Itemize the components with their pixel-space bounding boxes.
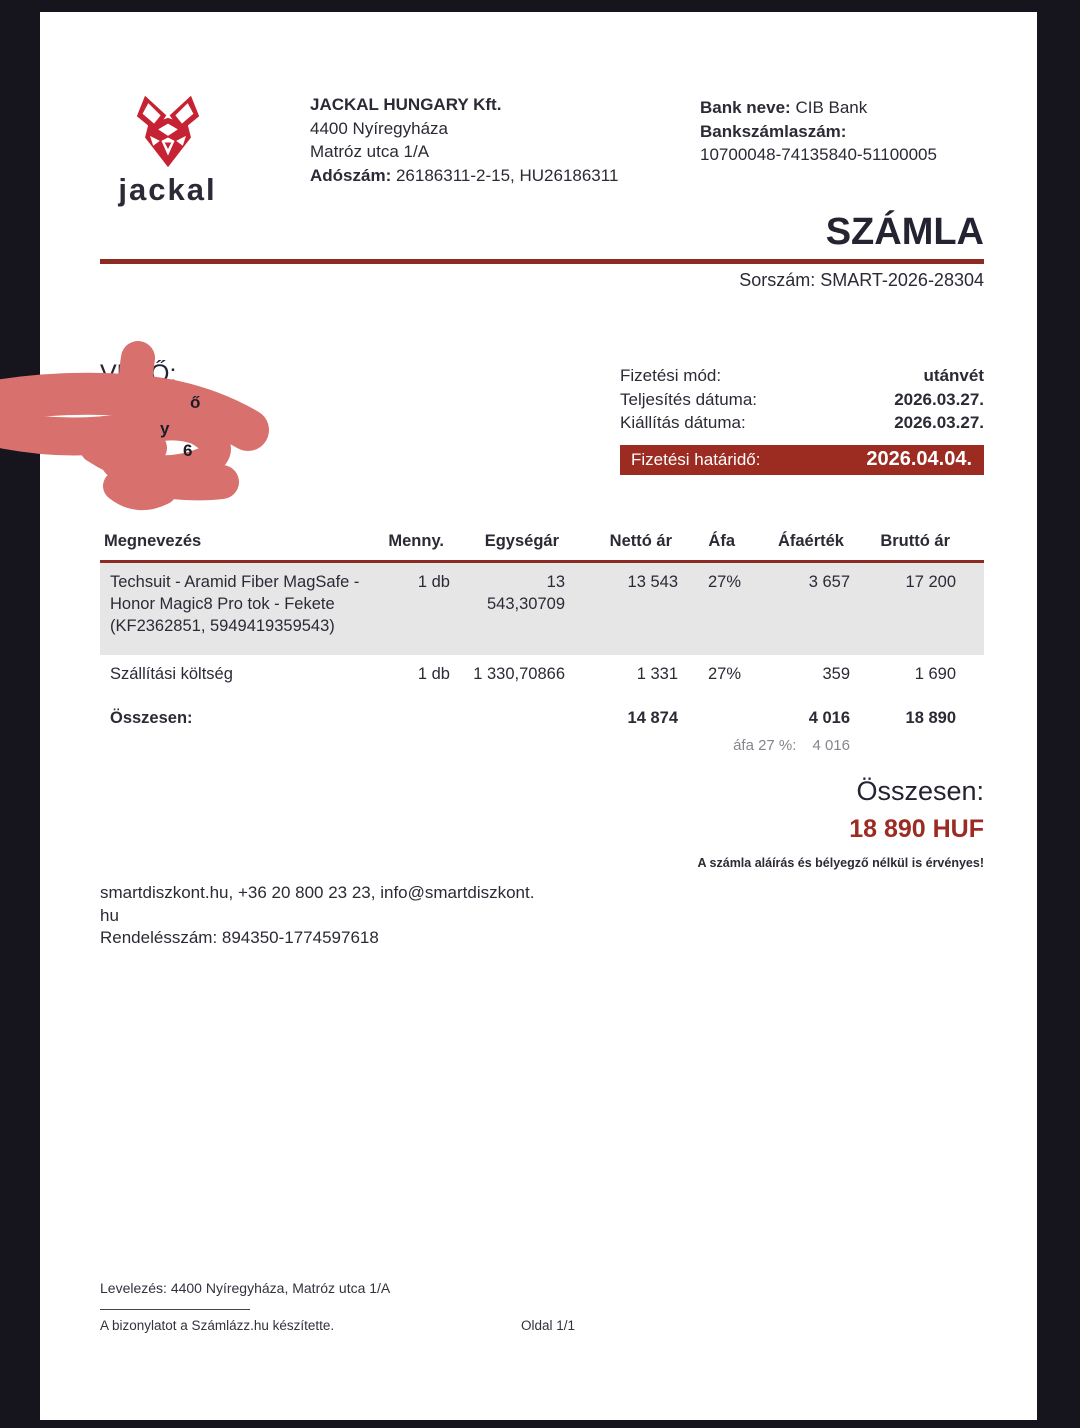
bank-account-number: 10700048-74135840-51100005 bbox=[700, 145, 937, 164]
buyer-text-fragment: ő bbox=[190, 393, 201, 412]
seller-info bbox=[310, 93, 618, 187]
summary-total-value: 18 890 HUF bbox=[849, 815, 984, 843]
footer-credit: A bizonylatot a Számlázz.hu készítette. bbox=[100, 1318, 335, 1333]
validity-note: A számla aláírás és bélyegző nélkül is érvényes! bbox=[697, 856, 984, 870]
summary-total-label: Összesen: bbox=[856, 776, 984, 806]
page-number: Oldal 1/1 bbox=[521, 1318, 576, 1333]
table-row: Techsuit - Aramid Fiber MagSafe - Honor Magic8 Pro tok - Fekete (KF2362851, 5949419359543) 1 db 13 543,30709 13 543 27% 3 657 17 200 bbox=[100, 563, 984, 655]
contact-block bbox=[100, 882, 534, 950]
contact-line: smartdiszkont.hu, +36 20 800 23 23, info@smartdiszkont. bbox=[100, 883, 535, 902]
seller-taxline: Adószám: 26186311-2-15, HU26186311 bbox=[310, 165, 619, 185]
buyer-heading: VEVŐ: bbox=[100, 360, 177, 388]
invoice-serial: Sorszám: SMART-2026-28304 bbox=[739, 270, 984, 290]
redaction-scribble bbox=[0, 351, 290, 526]
invoice-title: SZÁMLA bbox=[825, 211, 984, 253]
table-total-row: Összesen: 14 874 4 016 18 890 bbox=[110, 709, 956, 727]
payment-due-band: Fizetési határidő: 2026.04.04. bbox=[620, 445, 984, 475]
order-number: Rendelésszám: 894350-1774597618 bbox=[100, 928, 379, 947]
contact-line: hu bbox=[100, 905, 119, 925]
bank-account-label: Bankszámlaszám: bbox=[700, 121, 847, 141]
footer-divider bbox=[100, 1309, 250, 1310]
brand-block bbox=[95, 92, 240, 208]
items-table bbox=[100, 530, 984, 754]
table-row: Szállítási költség 1 db 1 330,70866 1 331 27% 359 1 690 bbox=[110, 665, 956, 683]
payment-row: Fizetési mód: utánvét bbox=[620, 366, 984, 385]
summary-total bbox=[698, 776, 985, 870]
payment-row: Teljesítés dátuma: 2026.03.27. bbox=[620, 389, 984, 409]
vat-breakdown-line: áfa 27 %: 4 016 bbox=[733, 737, 850, 754]
jackal-fox-logo-icon bbox=[127, 92, 209, 170]
logo-wordmark: jackal bbox=[118, 172, 217, 207]
payment-info bbox=[620, 364, 984, 475]
buyer-text-fragment: y bbox=[160, 419, 170, 438]
seller-name: JACKAL HUNGARY Kft. bbox=[310, 95, 502, 114]
seller-street: Matróz utca 1/A bbox=[310, 142, 430, 161]
buyer-text-fragment: 6 bbox=[183, 441, 193, 460]
invoice-page bbox=[40, 12, 1037, 1420]
seller-city: 4400 Nyíregyháza bbox=[310, 118, 448, 138]
items-table-header: Megnevezés Menny. Egységár Nettó ár Áfa Áfaérték Bruttó ár bbox=[100, 530, 984, 563]
mailing-address: Levelezés: 4400 Nyíregyháza, Matróz utca 1/A bbox=[100, 1280, 391, 1296]
bank-name-line: Bank neve: CIB Bank bbox=[700, 98, 868, 117]
bank-info bbox=[700, 96, 937, 167]
title-rule bbox=[100, 259, 984, 264]
payment-row: Kiállítás dátuma: 2026.03.27. bbox=[620, 413, 984, 432]
